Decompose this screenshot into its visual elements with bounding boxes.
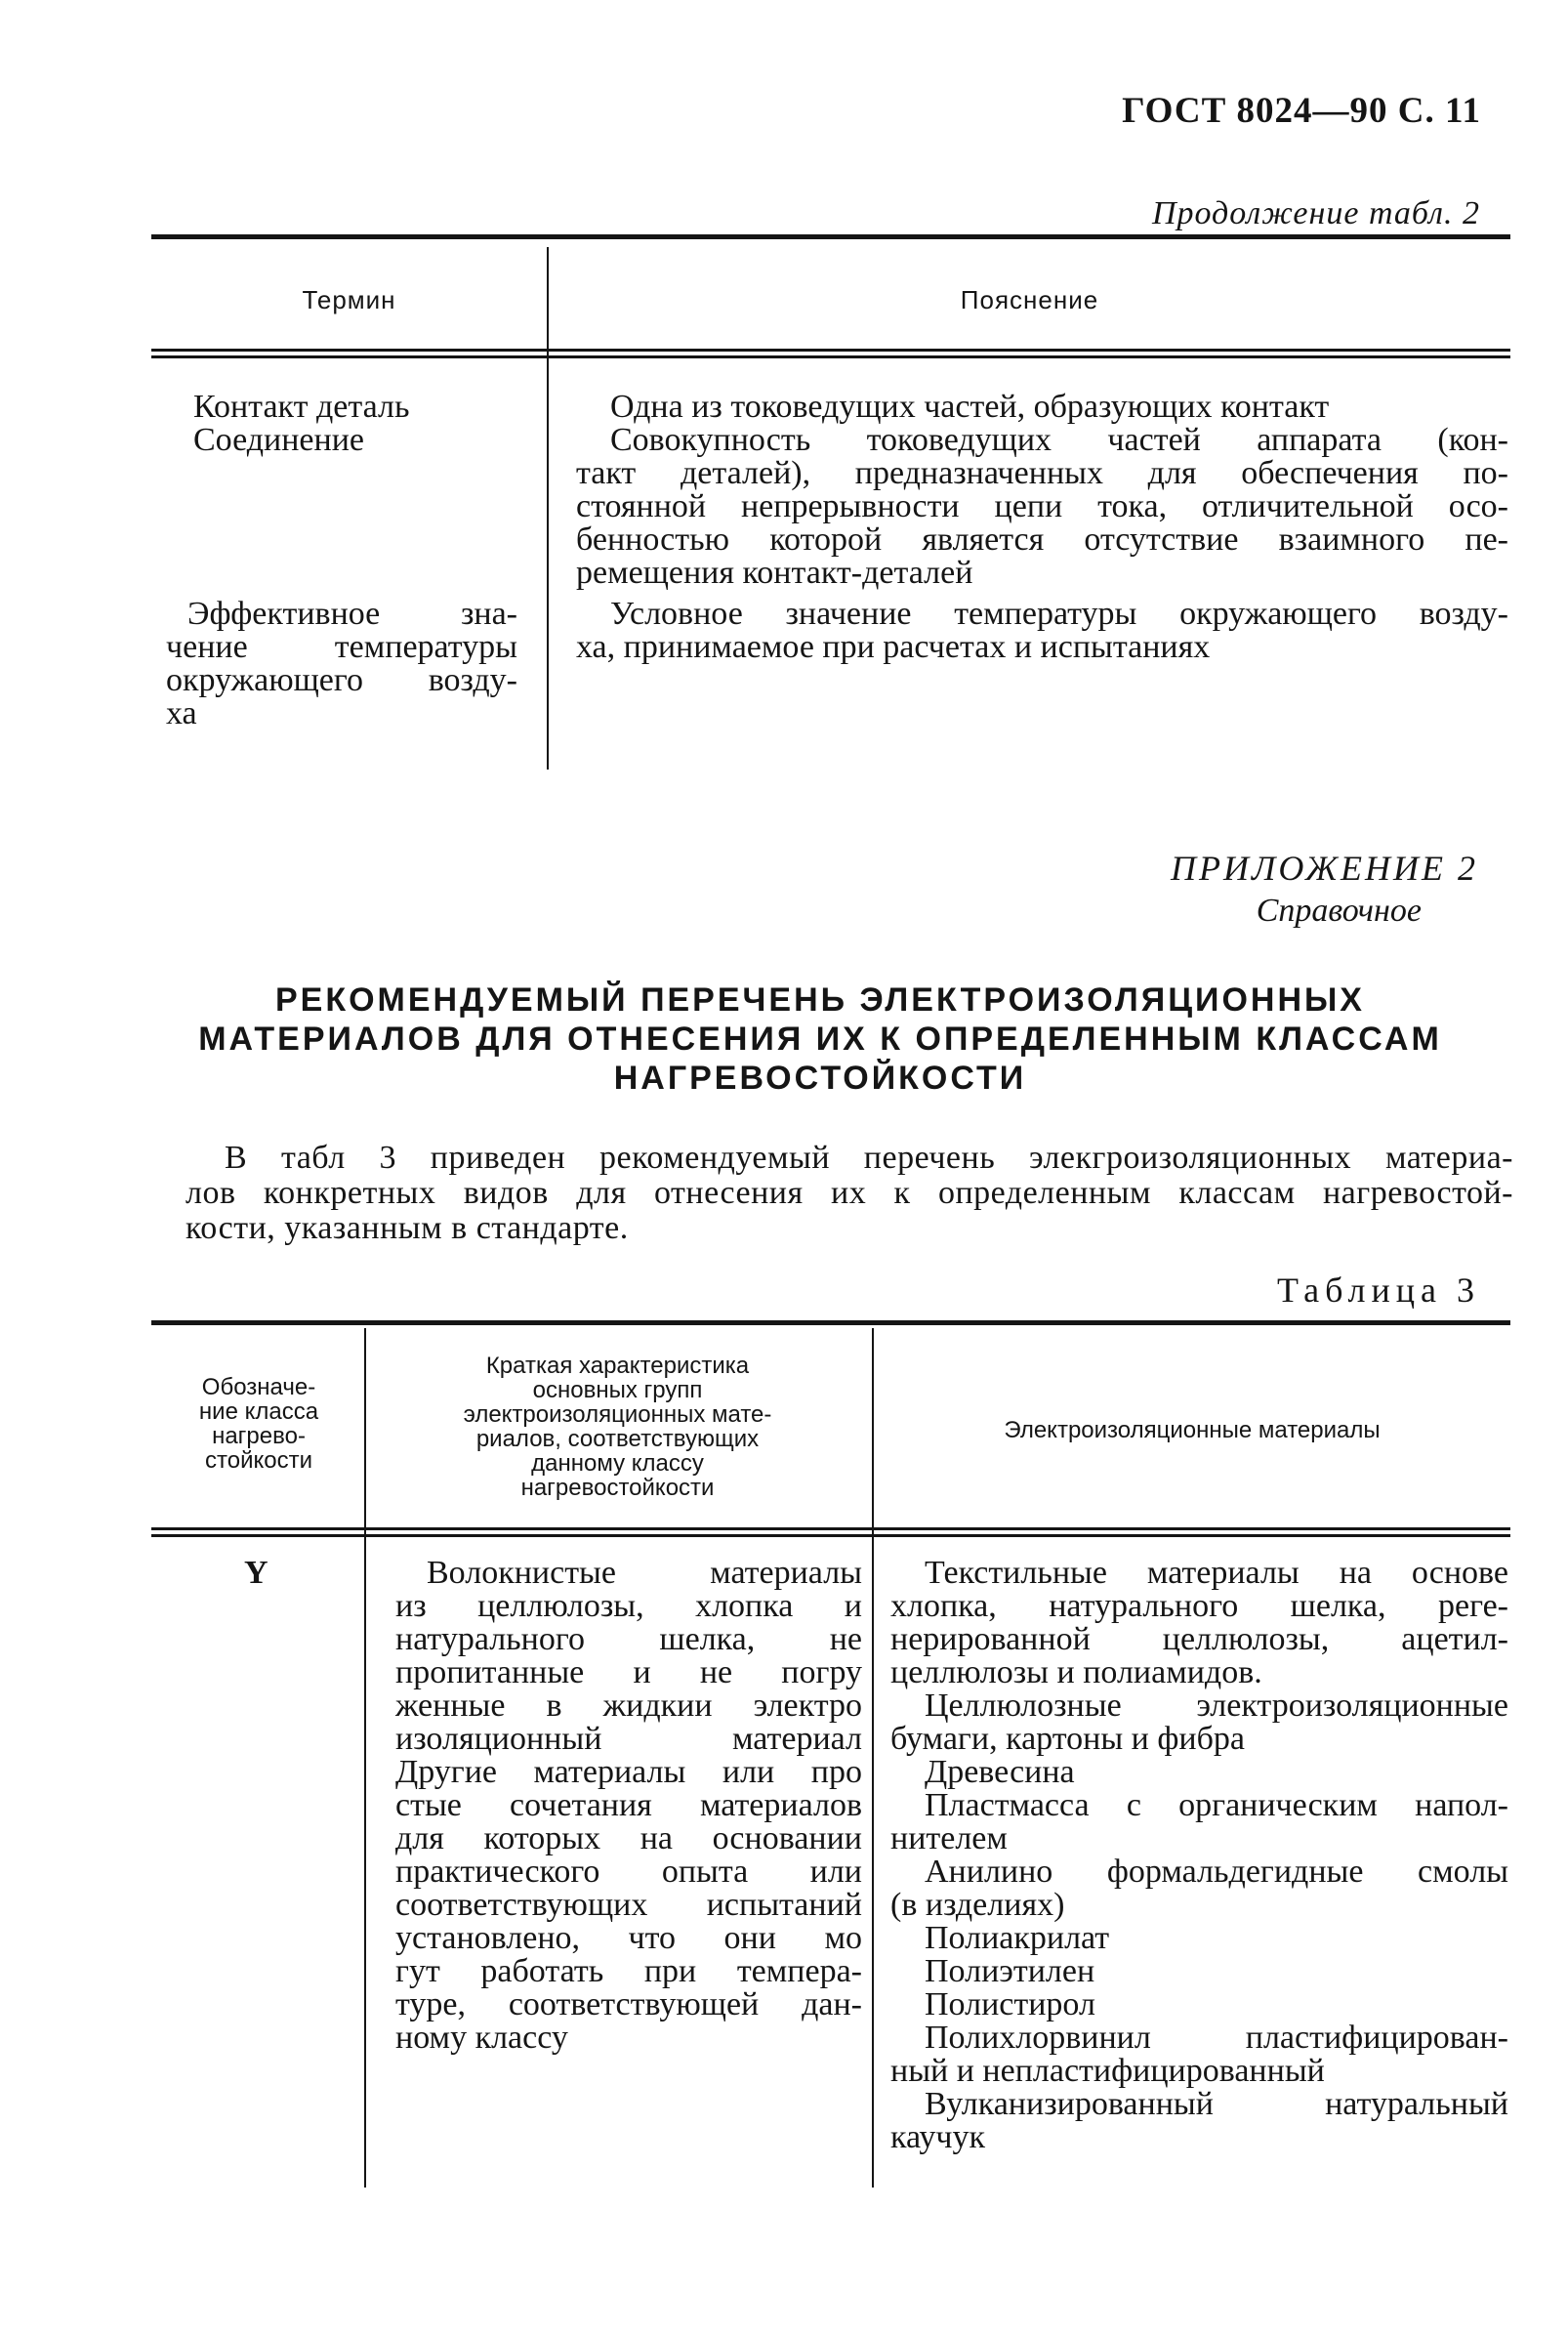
table3-header-characteristic <box>371 1354 864 1500</box>
table2-term-contact <box>193 391 410 457</box>
page-header: ГОСТ 8024—90 С. 11 <box>1122 91 1481 131</box>
term-line: окружающего возду- <box>166 662 517 698</box>
characteristic-line: гут работать при темпера- <box>395 1953 862 1989</box>
table3-header-rule-2 <box>151 1534 1510 1537</box>
characteristic-line: стые сочетания материалов <box>395 1787 862 1823</box>
title-line: МАТЕРИАЛОВ ДЛЯ ОТНЕСЕНИЯ ИХ К ОПРЕДЕЛЕННЫМ КЛАССАМ <box>198 1021 1442 1058</box>
table-continuation-label: Продолжение табл. 2 <box>1151 195 1480 231</box>
material-line: Древесина <box>925 1754 1075 1790</box>
material-line: Анилино формальдегидные смолы <box>925 1854 1508 1890</box>
material-line: нителем <box>890 1820 1008 1856</box>
characteristic-line: женные в жидкии электро <box>395 1688 862 1724</box>
header-line: стойкости <box>205 1447 312 1474</box>
characteristic-line: практического опыта или <box>395 1854 862 1890</box>
explanation-line: Условное значение температуры окружающего возду- <box>610 596 1508 632</box>
intro-line: лов конкретных видов для отнесения их к определенным классам нагревостой- <box>186 1175 1513 1211</box>
characteristic-line: соответствующих испытаний <box>395 1887 862 1923</box>
table2-header-rule-2 <box>151 355 1510 358</box>
table3-materials-y <box>890 1557 1508 2154</box>
table3-header-rule <box>151 1527 1510 1530</box>
intro-line: В табл 3 приведен рекомендуемый перечень элекгроизоляционных материа- <box>225 1140 1513 1176</box>
table2-term-effective-temperature <box>166 598 517 730</box>
table3-header-materials: Электроизоляционные материалы <box>1004 1417 1381 1443</box>
characteristic-line: натурального шелка, не <box>395 1621 862 1657</box>
table2-column-divider <box>547 247 549 770</box>
characteristic-line: из целлюлозы, хлопка и <box>395 1588 862 1624</box>
table2-explanation-contact <box>576 391 1508 590</box>
header-line: нагрево- <box>212 1423 306 1449</box>
explanation-line: Совокупность токоведущих частей аппарата (кон- <box>610 422 1508 458</box>
table3-characteristic-y <box>395 1557 862 2055</box>
material-line: Полихлорвинил пластифицирован- <box>925 2020 1508 2056</box>
characteristic-line: пропитанные и не погру <box>395 1654 862 1690</box>
term-line: Соединение <box>193 422 364 458</box>
header-line: нагревостойкости <box>520 1475 715 1501</box>
explanation-line: ремещения контакт-деталей <box>576 555 973 591</box>
appendix-kind: Справочное <box>1256 893 1422 929</box>
material-line: Полистирол <box>925 1986 1095 2022</box>
term-line: Контакт деталь <box>193 389 410 425</box>
table2-header-term: Термин <box>302 285 396 314</box>
explanation-line: бенностью которой является отсутствие взаимного пе- <box>576 521 1508 558</box>
title-line: НАГРЕВОСТОЙКОСТИ <box>613 1060 1027 1097</box>
term-line: Эффективное зна- <box>187 596 517 632</box>
table3-label: Таблица 3 <box>1277 1271 1480 1310</box>
characteristic-line: ному классу <box>395 2020 568 2056</box>
explanation-line: ха, принимаемое при расчетах и испытаниях <box>576 629 1211 665</box>
material-line: нерированной целлюлозы, ацетил- <box>890 1621 1508 1657</box>
table2-top-rule <box>151 234 1510 239</box>
header-line: риалов, соответствующих <box>475 1426 760 1452</box>
table3-header-class <box>161 1375 356 1473</box>
explanation-line: стоянной непрерывности цепи тока, отличительной осо- <box>576 488 1508 524</box>
term-line: ха <box>166 695 197 731</box>
material-line: каучук <box>890 2119 985 2155</box>
material-line: Целлюлозные электроизоляционные <box>925 1688 1508 1724</box>
table3-top-rule <box>151 1320 1510 1325</box>
table3-divider-1 <box>364 1328 366 2188</box>
table2-header-rule <box>151 349 1510 352</box>
header-line: основных групп <box>532 1377 703 1403</box>
header-line: Обозначе- <box>201 1374 316 1400</box>
material-line: Текстильные материалы на основе <box>925 1555 1508 1591</box>
term-line: чение температуры <box>166 629 517 665</box>
explanation-line: Одна из токоведущих частей, образующих контакт <box>610 389 1330 425</box>
material-line: (в изделиях) <box>890 1887 1065 1923</box>
table2-header-explanation: Пояснение <box>960 285 1099 314</box>
material-line: ный и непластифицированный <box>890 2053 1325 2089</box>
appendix-intro <box>186 1141 1513 1246</box>
table2-explanation-effective-temperature <box>576 598 1508 664</box>
appendix-title <box>146 980 1494 1098</box>
header-line: электроизоляционных мате- <box>463 1401 772 1428</box>
characteristic-line: Другие материалы или про <box>395 1754 862 1790</box>
characteristic-line: изоляционный материал <box>395 1721 862 1757</box>
material-line: Пластмасса с органическим напол- <box>925 1787 1508 1823</box>
table3-class-y: Y <box>244 1555 268 1591</box>
material-line: Полиэтилен <box>925 1953 1095 1989</box>
material-line: Вулканизированный натуральный <box>925 2086 1508 2122</box>
material-line: целлюлозы и полиамидов. <box>890 1654 1262 1690</box>
table3-divider-2 <box>872 1328 874 2188</box>
material-line: бумаги, картоны и фибра <box>890 1721 1245 1757</box>
appendix-label: ПРИЛОЖЕНИЕ 2 <box>1171 849 1478 888</box>
title-line: РЕКОМЕНДУЕМЫЙ ПЕРЕЧЕНЬ ЭЛЕКТРОИЗОЛЯЦИОННЫХ <box>275 981 1365 1019</box>
characteristic-line: Волокнистые материалы <box>427 1555 862 1591</box>
characteristic-line: установлено, что они мо <box>395 1920 862 1956</box>
explanation-line: такт деталей), предназначенных для обеспечения по- <box>576 455 1508 491</box>
header-line: ние класса <box>198 1398 319 1425</box>
characteristic-line: для которых на основании <box>395 1820 862 1856</box>
characteristic-line: туре, соответствующей дан- <box>395 1986 862 2022</box>
header-line: данному классу <box>531 1450 704 1477</box>
header-line: Краткая характеристика <box>485 1353 750 1379</box>
intro-line: кости, указанным в стандарте. <box>186 1210 629 1246</box>
material-line: Полиакрилат <box>925 1920 1110 1956</box>
material-line: хлопка, натурального шелка, реге- <box>890 1588 1508 1624</box>
